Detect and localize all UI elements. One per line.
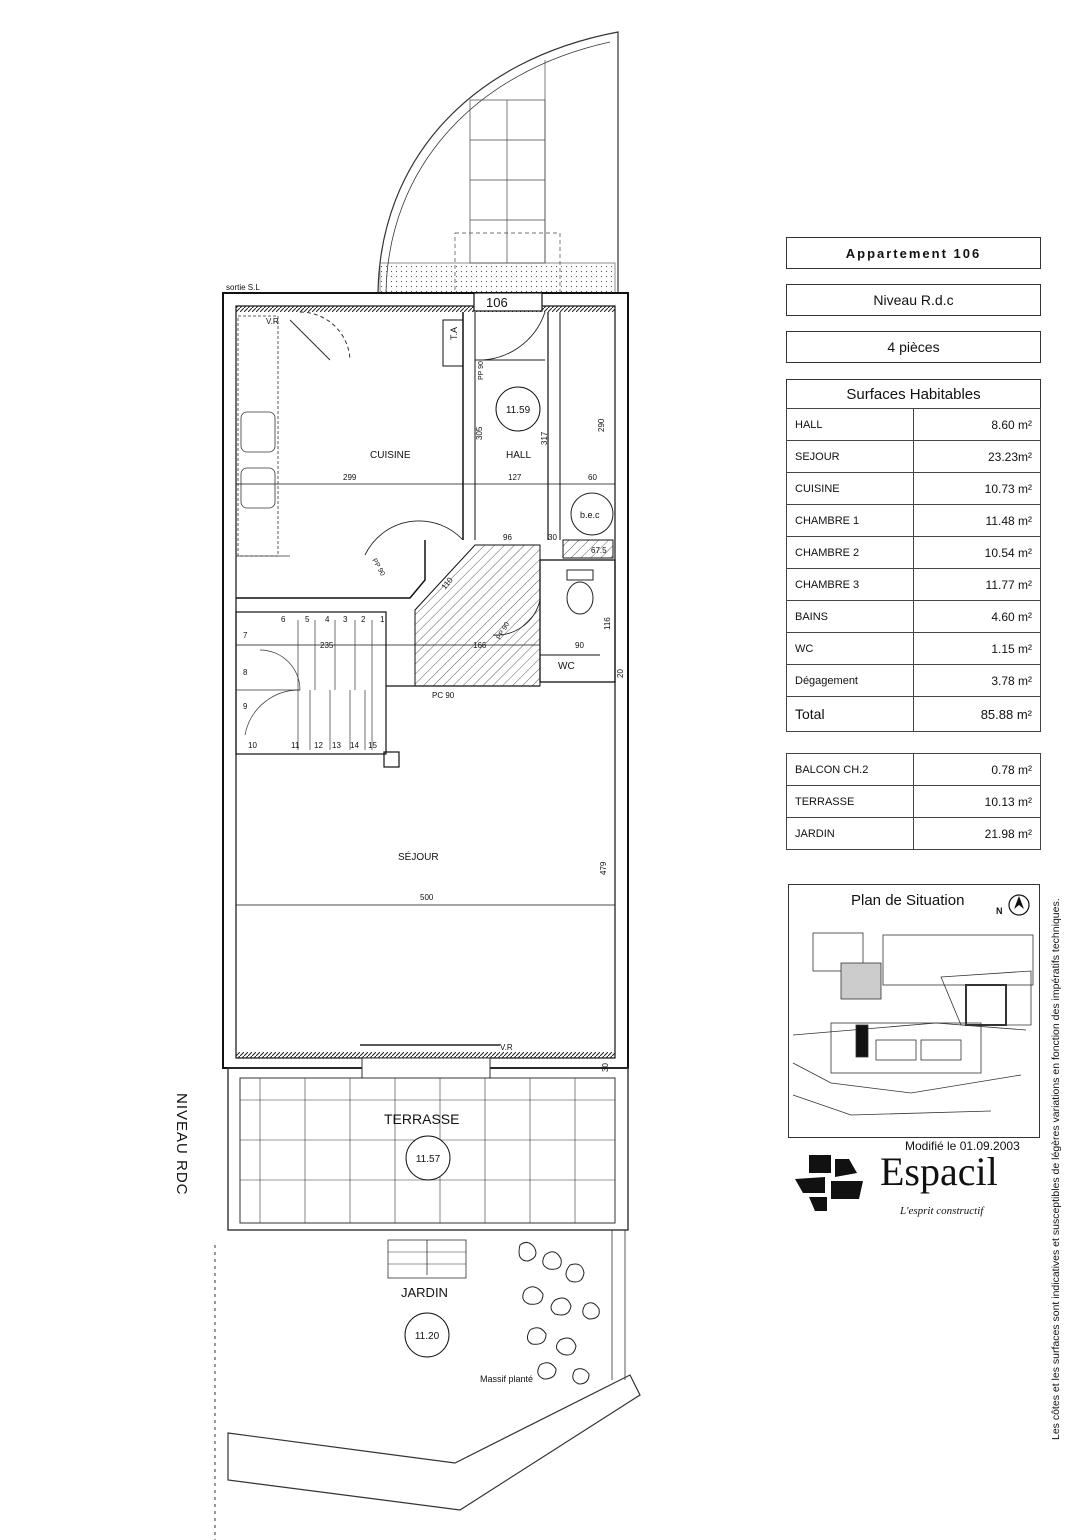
modified-date: Modifié le 01.09.2003 bbox=[905, 1139, 1020, 1153]
room-terrasse: TERRASSE bbox=[384, 1111, 460, 1127]
stair-step-number: 10 bbox=[248, 741, 257, 750]
exterior-name: TERRASSE bbox=[787, 786, 914, 818]
rooms-count: 4 pièces bbox=[786, 331, 1041, 363]
level-label: Niveau R.d.c bbox=[786, 284, 1041, 316]
surfaces-header: Surfaces Habitables bbox=[786, 379, 1041, 409]
stair-step-number: 12 bbox=[314, 741, 323, 750]
surface-value: 4.60 m² bbox=[914, 601, 1041, 633]
room-cuisine: CUISINE bbox=[370, 450, 411, 461]
dim-299: 299 bbox=[343, 473, 357, 482]
situation-plan bbox=[788, 884, 1040, 1138]
surface-row bbox=[787, 473, 1041, 505]
exterior-name: JARDIN bbox=[787, 818, 914, 850]
dim-127: 127 bbox=[508, 473, 522, 482]
dim-30b: 30 bbox=[601, 1063, 610, 1072]
vr-top-label: V.R bbox=[266, 317, 279, 326]
espacil-logo-icon bbox=[795, 1155, 867, 1211]
jardin-area-value: 11.20 bbox=[414, 1331, 440, 1342]
stair-numbers bbox=[243, 615, 385, 750]
surface-value: 3.78 m² bbox=[914, 665, 1041, 697]
north-label: N bbox=[996, 906, 1003, 916]
dim-479: 479 bbox=[599, 861, 608, 875]
ta-label: T.A bbox=[449, 326, 459, 340]
terrasse-area-value: 11.57 bbox=[415, 1154, 441, 1165]
compass-icon bbox=[1007, 893, 1031, 917]
surfaces-table bbox=[786, 408, 1041, 732]
exterior-row bbox=[787, 818, 1041, 850]
kitchen-counter bbox=[236, 316, 290, 556]
top-garden bbox=[378, 32, 618, 293]
hall-area-value: 11.59 bbox=[505, 405, 531, 416]
brand-tagline: L'esprit constructif bbox=[900, 1205, 984, 1217]
dim-290: 290 bbox=[597, 418, 606, 432]
stair-step-number: 4 bbox=[325, 615, 330, 624]
niveau-side-label: NIVEAU RDC bbox=[173, 1093, 190, 1196]
exterior-name: BALCON CH.2 bbox=[787, 754, 914, 786]
exterior-table bbox=[786, 753, 1041, 850]
dim-235: 235 bbox=[320, 641, 334, 650]
pc90-label: PC 90 bbox=[432, 691, 455, 700]
room-jardin: JARDIN bbox=[401, 1285, 448, 1300]
surface-name: WC bbox=[787, 633, 914, 665]
situation-map bbox=[791, 915, 1039, 1135]
dim-317: 317 bbox=[540, 431, 549, 445]
surface-value: 23.23m² bbox=[914, 441, 1041, 473]
disclaimer-note: Les côtes et les surfaces sont indicatives et susceptibles de légères variations en fonction des impératifs techniques. bbox=[1050, 898, 1062, 1440]
pp90-deg: PP 90 bbox=[495, 621, 512, 641]
stair-step-number: 14 bbox=[350, 741, 359, 750]
dim-67: 67.5 bbox=[591, 546, 607, 555]
stair-step-number: 5 bbox=[305, 615, 310, 624]
dim-60: 60 bbox=[588, 473, 597, 482]
stair-step-number: 11 bbox=[291, 741, 300, 750]
stair-step-number: 2 bbox=[361, 615, 366, 624]
surface-name: CHAMBRE 2 bbox=[787, 537, 914, 569]
room-hall: HALL bbox=[506, 450, 532, 461]
surface-row bbox=[787, 505, 1041, 537]
dim-116: 116 bbox=[603, 617, 612, 630]
exterior-row bbox=[787, 786, 1041, 818]
surface-name: HALL bbox=[787, 409, 914, 441]
surface-row bbox=[787, 537, 1041, 569]
toilet-icon bbox=[567, 570, 593, 614]
surface-row bbox=[787, 601, 1041, 633]
surface-value: 10.54 m² bbox=[914, 537, 1041, 569]
apartment-title: Appartement 106 bbox=[786, 237, 1041, 269]
stair-step-number: 9 bbox=[243, 702, 248, 711]
room-sejour: SÉJOUR bbox=[398, 852, 439, 863]
surface-row bbox=[787, 569, 1041, 601]
exterior-value: 21.98 m² bbox=[914, 818, 1041, 850]
apartment-number: 106 bbox=[486, 295, 508, 310]
massif-label: Massif planté bbox=[480, 1374, 534, 1384]
surface-row bbox=[787, 665, 1041, 697]
dim-30: 30 bbox=[548, 533, 557, 542]
surface-row bbox=[787, 409, 1041, 441]
room-wc: WC bbox=[558, 661, 575, 672]
exterior-row bbox=[787, 754, 1041, 786]
surface-value: 11.77 m² bbox=[914, 569, 1041, 601]
total-row bbox=[787, 697, 1041, 732]
degagement-area bbox=[415, 545, 540, 686]
massif-plante bbox=[519, 1242, 599, 1384]
brand-name: Espacil bbox=[880, 1149, 998, 1194]
dim-166: 166 bbox=[473, 641, 487, 650]
surface-row bbox=[787, 441, 1041, 473]
total-value: 85.88 m² bbox=[914, 697, 1041, 732]
surface-name: CHAMBRE 3 bbox=[787, 569, 914, 601]
vr-bottom-label: V.R bbox=[500, 1043, 513, 1052]
surface-name: SEJOUR bbox=[787, 441, 914, 473]
room-bec: b.e.c bbox=[580, 510, 600, 520]
surface-value: 8.60 m² bbox=[914, 409, 1041, 441]
situation-title: Plan de Situation bbox=[851, 892, 965, 909]
dim-305: 305 bbox=[475, 426, 484, 440]
total-label: Total bbox=[787, 697, 914, 732]
surface-name: CHAMBRE 1 bbox=[787, 505, 914, 537]
stair-step-number: 1 bbox=[380, 615, 385, 624]
surface-value: 1.15 m² bbox=[914, 633, 1041, 665]
stair-step-number: 3 bbox=[343, 615, 348, 624]
dim-90: 90 bbox=[575, 641, 584, 650]
jardin-area bbox=[215, 1230, 640, 1540]
dim-110: 110 bbox=[439, 575, 455, 592]
pp90-cuisine: PP 90 bbox=[370, 557, 386, 578]
sortie-label: sortie S.L bbox=[226, 283, 260, 292]
stair-step-number: 13 bbox=[332, 741, 341, 750]
surface-value: 10.73 m² bbox=[914, 473, 1041, 505]
pp90-hall: PP 90 bbox=[478, 361, 485, 380]
surface-value: 11.48 m² bbox=[914, 505, 1041, 537]
exterior-value: 0.78 m² bbox=[914, 754, 1041, 786]
exterior-value: 10.13 m² bbox=[914, 786, 1041, 818]
surface-name: CUISINE bbox=[787, 473, 914, 505]
dim-96: 96 bbox=[503, 533, 512, 542]
stair-step-number: 8 bbox=[243, 668, 248, 677]
surface-name: BAINS bbox=[787, 601, 914, 633]
dim-500: 500 bbox=[420, 893, 434, 902]
surface-row bbox=[787, 633, 1041, 665]
dim-20: 20 bbox=[616, 669, 625, 678]
surface-name: Dégagement bbox=[787, 665, 914, 697]
stair-step-number: 6 bbox=[281, 615, 286, 624]
stair-step-number: 7 bbox=[243, 631, 248, 640]
stair-step-number: 15 bbox=[368, 741, 377, 750]
